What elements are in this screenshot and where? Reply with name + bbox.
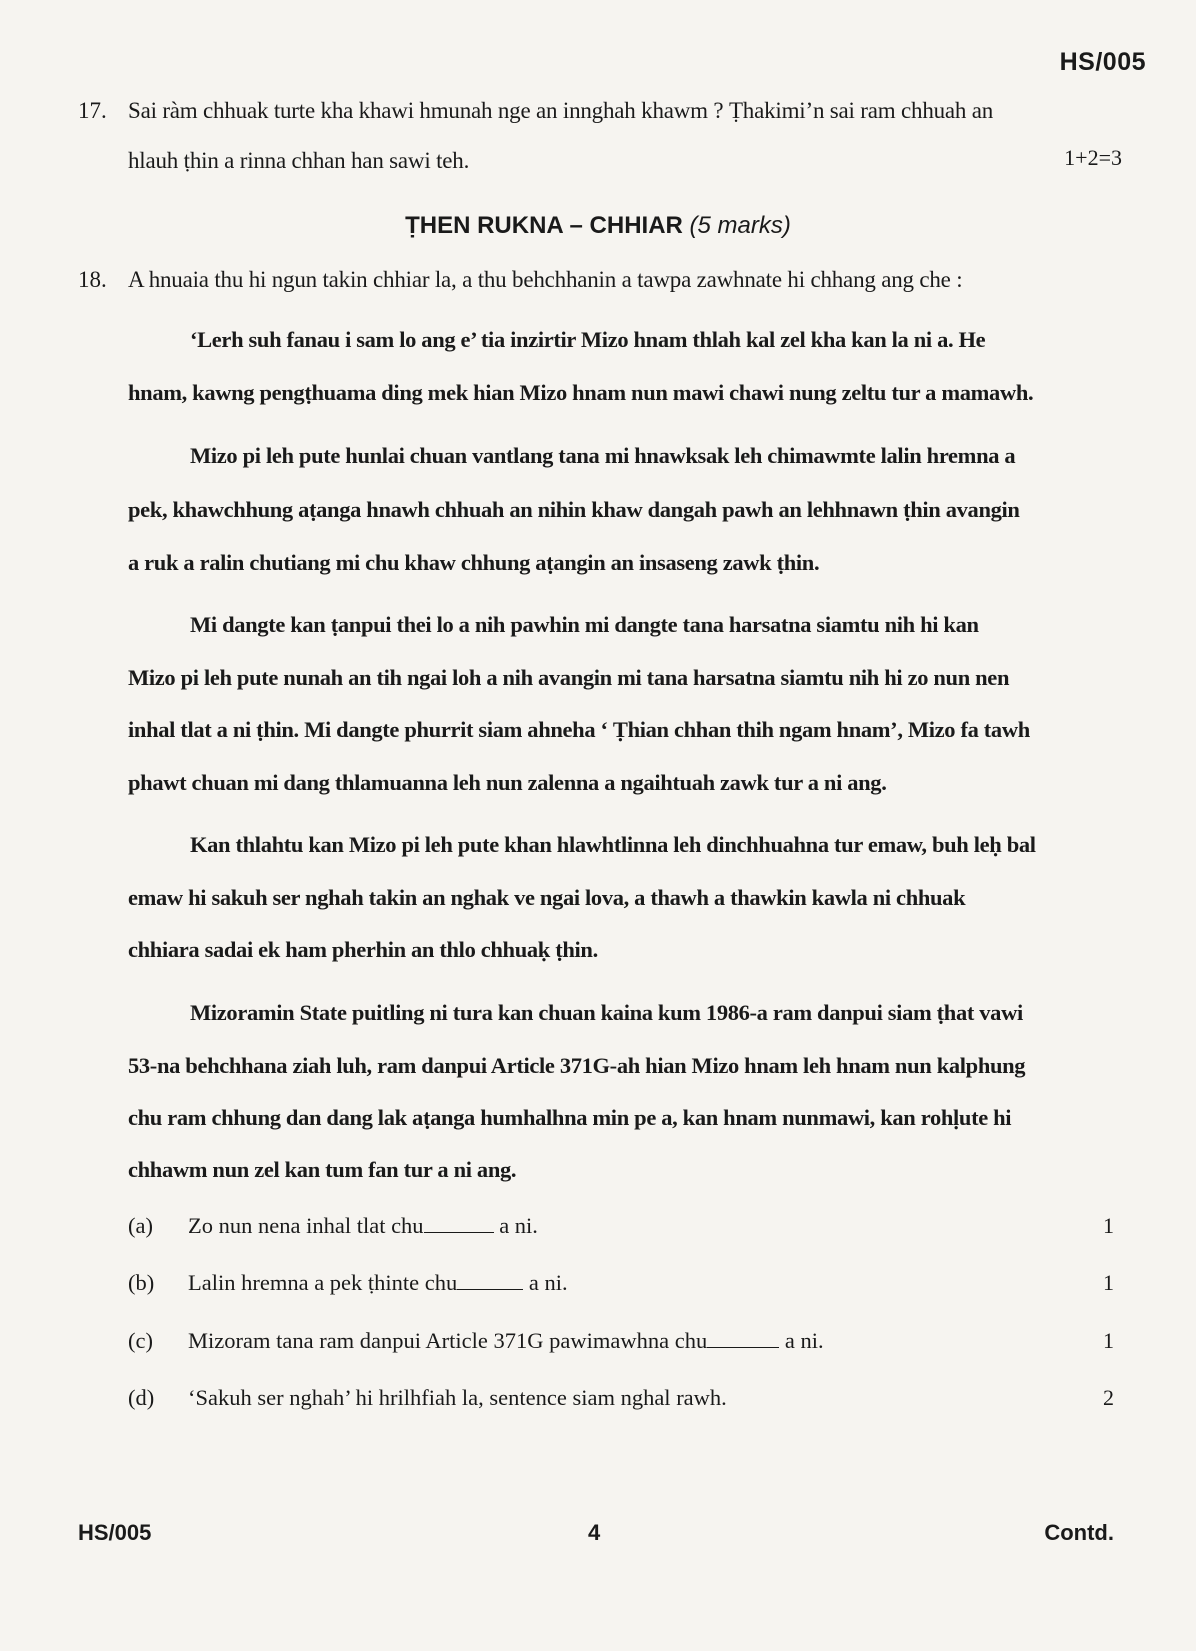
subquestion-d-text: ‘Sakuh ser nghah’ hi hrilhfiah la, sentence siam nghal rawh.: [188, 1385, 727, 1410]
footer-page-code: HS/005: [78, 1520, 152, 1545]
subquestion-a-blank[interactable]: [424, 1214, 494, 1233]
subquestion-c-text: [188, 1328, 824, 1354]
question-17-line-2: hlauh ṭhin a rinna chhan han sawi teh.: [128, 148, 470, 173]
footer-page-number: 4: [588, 1520, 601, 1545]
subquestion-b-text-before: Lalin hremna a pek ṭhinte chu: [188, 1270, 458, 1295]
question-17-number: 17.: [78, 98, 107, 123]
subquestion-a-label: (a): [128, 1213, 153, 1238]
passage-paragraph-5-line-2: 53-na behchhana ziah luh, ram danpui Article 371G-ah hian Mizo hnam leh hnam nun kalphung: [128, 1053, 1026, 1078]
subquestion-a-text: [188, 1213, 538, 1239]
passage-paragraph-1-line-1: ‘Lerh suh fanau i sam lo ang e’ tia inzirtir Mizo hnam thlah kal zel kha kan la ni a. He: [190, 327, 986, 352]
subquestion-c-text-after: a ni.: [784, 1328, 824, 1353]
subquestion-a-text-after: a ni.: [499, 1213, 538, 1238]
subquestion-d-marks: 2: [1103, 1385, 1114, 1410]
subquestion-c-marks: 1: [1103, 1328, 1114, 1353]
passage-paragraph-3-line-3: inhal tlat a ni ṭhin. Mi dangte phurrit siam ahneha ‘ Ṭhian chhan thih ngam hnam’, Mizo fa tawh: [128, 717, 1030, 742]
question-18-instruction: A hnuaia thu hi ngun takin chhiar la, a thu behchhanin a tawpa zawhnate hi chhang ang che :: [128, 267, 963, 292]
footer-contd: Contd.: [1044, 1520, 1114, 1545]
subquestion-b-marks: 1: [1103, 1270, 1114, 1295]
question-17-line-1: Sai ràm chhuak turte kha khawi hmunah nge an innghah khawm ? Ṭhakimi’n sai ram chhuah an: [128, 98, 994, 123]
passage-paragraph-4-line-1: Kan thlahtu kan Mizo pi leh pute khan hlawhtlinna leh dinchhuahna tur emaw, buh leḥ bal: [190, 832, 1036, 857]
passage-paragraph-3-line-4: phawt chuan mi dang thlamuanna leh nun zalenna a ngaihtuah zawk tur a ni ang.: [128, 770, 887, 795]
page-code-top: HS/005: [1059, 48, 1146, 76]
subquestion-a-marks: 1: [1103, 1213, 1114, 1238]
section-title-text: ṬHEN RUKNA – CHHIAR: [405, 212, 683, 239]
subquestion-c-text-before: Mizoram tana ram danpui Article 371G pawimawhna chu: [188, 1328, 708, 1353]
question-17-marks: 1+2=3: [1064, 145, 1122, 170]
section-title: [0, 212, 1196, 240]
passage-paragraph-5-line-3: chu ram chhung dan dang lak aṭanga humhalhna min pe a, kan hnam nunmawi, kan rohḷute hi: [128, 1105, 1012, 1130]
passage-paragraph-5-line-4: chhawm nun zel kan tum fan tur a ni ang.: [128, 1157, 517, 1182]
subquestion-b-blank[interactable]: [457, 1271, 523, 1290]
passage-paragraph-2-line-2: pek, khawchhung aṭanga hnawh chhuah an nihin khaw dangah pawh an lehhnawn ṭhin avangin: [128, 497, 1020, 522]
passage-paragraph-5-line-1: Mizoramin State puitling ni tura kan chuan kaina kum 1986-a ram danpui siam ṭhat vawi: [190, 1000, 1023, 1025]
passage-paragraph-1-line-2: hnam, kawng pengṭhuama ding mek hian Mizo hnam nun mawi chawi nung zeltu tur a mamawh.: [128, 380, 1034, 405]
section-marks: (5 marks): [689, 212, 791, 239]
subquestion-c-label: (c): [128, 1328, 153, 1353]
passage-paragraph-4-line-2: emaw hi sakuh ser nghah takin an nghak ve ngai lova, a thawh a thawkin kawla ni chhuak: [128, 885, 966, 910]
subquestion-d-label: (d): [128, 1385, 155, 1410]
question-18-number: 18.: [78, 267, 107, 292]
subquestion-b-label: (b): [128, 1270, 155, 1295]
subquestion-b-text: [188, 1270, 568, 1296]
passage-paragraph-2-line-1: Mizo pi leh pute hunlai chuan vantlang tana mi hnawksak leh chimawmte lalin hremna a: [190, 443, 1016, 468]
passage-paragraph-3-line-2: Mizo pi leh pute nunah an tih ngai loh a nih avangin mi tana harsatna siamtu nih hi zo nun nen: [128, 665, 1010, 690]
passage-paragraph-3-line-1: Mi dangte kan ṭanpui thei lo a nih pawhin mi dangte tana harsatna siamtu nih hi kan: [190, 612, 979, 637]
passage-paragraph-2-line-3: a ruk a ralin chutiang mi chu khaw chhung aṭangin an insaseng zawk ṭhin.: [128, 550, 820, 575]
subquestion-b-text-after: a ni.: [528, 1270, 568, 1295]
passage-paragraph-4-line-3: chhiara sadai ek ham pherhin an thlo chhuaḳ ṭhin.: [128, 937, 598, 962]
subquestion-a-text-before: Zo nun nena inhal tlat chu: [188, 1213, 424, 1238]
subquestion-c-blank[interactable]: [707, 1329, 779, 1348]
